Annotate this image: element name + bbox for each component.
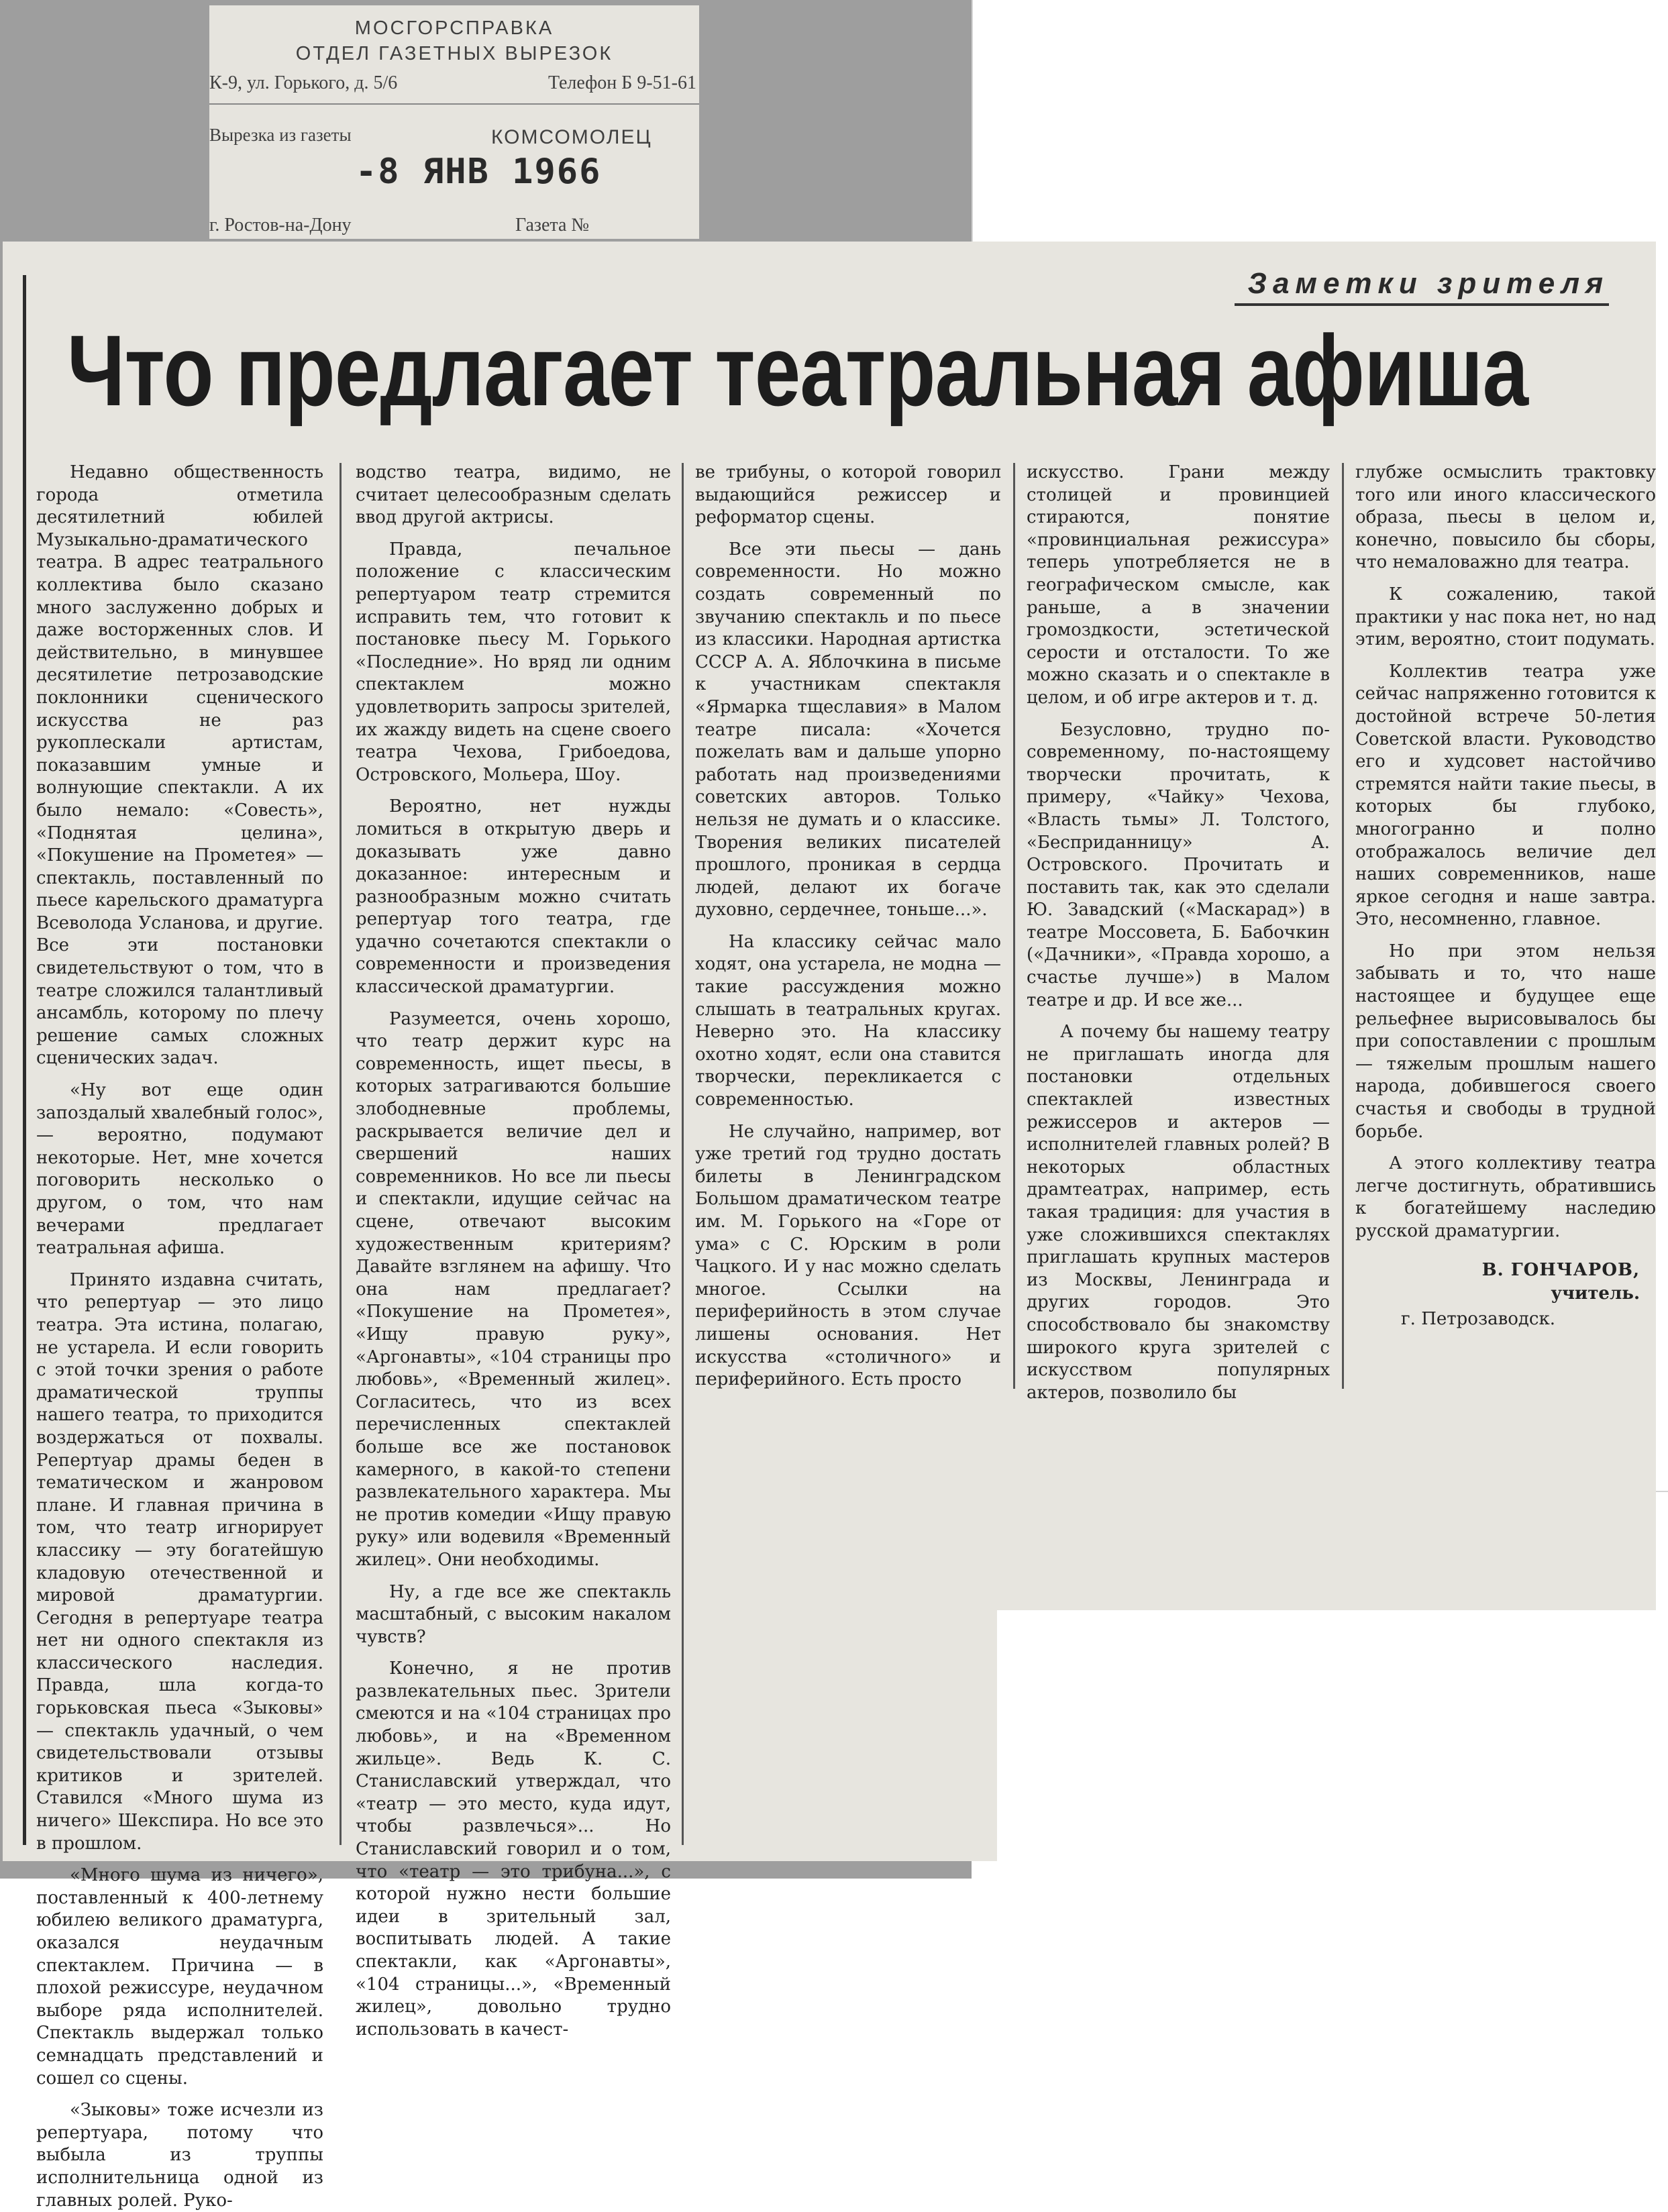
author-signature: В. ГОНЧАРОВ,: [1481, 1259, 1640, 1280]
paragraph: К сожалению, такой практики у нас пока нет, но над этим, вероятно, стоит подумать.: [1355, 584, 1656, 650]
clipping-bureau-stamp: [209, 5, 699, 239]
page-guide-line: [972, 0, 973, 242]
article-column-1: [36, 462, 323, 2211]
paragraph: Коллектив театра уже сейчас напряженно готовится к достойной встрече 50-летия Советской власти. Руководство его и худсовет настойчиво стремятся найти такие пьесы, в которых бы глубоко, многогранно и полно отображалось величие дел наших современников, наше яркое сегодня и наше завтра. Это, несомненно, главное.: [1355, 661, 1656, 930]
article-column-2: [356, 462, 671, 2040]
paragraph: глубже осмыслить трактовку того или иного классического образа, пьесы в целом и, конечно, повысило бы сборы, что немаловажно для театра.: [1355, 462, 1656, 573]
blank-area: [997, 1610, 1668, 1879]
paragraph: Все эти пьесы — дань современности. Но можно создать современный по звучанию спектакль и по пьесе из классики. Народная артистка СССР А. А. Яблочкина в письме к участникам спектакля «Ярмарка тщеславия» в Малом театре писала: «Хочется пожелать вам и дальше упорно работать над произведениями советских авторов. Только нельзя не думать и о классике. Творения великих писателей прошлого, проникая в сердца людей, делают их богаче духовно, сердечнее, тоньше...».: [695, 539, 1001, 920]
paragraph: искусство. Грани между столицей и провинцией стираются, понятие «провинциальная режиссура» теперь употребляется не в географическом смысле, как раньше, а в значении громоздкости, эстетической серости и отсталости. То же можно сказать и о спектакле в целом, и об игре актеров и т. д.: [1027, 462, 1330, 708]
stamp-phone: Телефон Б 9-51-61: [548, 72, 696, 93]
article-column-5: [1355, 462, 1656, 1441]
paragraph: А почему бы нашему театру не приглашать иногда для постановки отдельных спектаклей известных режиссеров и актеров — исполнителей главных ролей? В некоторых областных драмтеатрах, например, есть такая традиция: для участия в уже сложившихся спектаклях приглашать крупных мастеров из Москвы, Ленинграда и других городов. Это способствовало бы знакомству широкого круга зрителей с искусством популярных актеров, позволило бы: [1027, 1022, 1330, 1403]
paragraph: «Зыковы» тоже исчезли из репертуара, потому что выбыла из труппы исполнительница одной из главных ролей. Руко-: [36, 2100, 323, 2211]
article-column-4: [1027, 462, 1330, 1403]
stamp-city: г. Ростов-на-Дону: [209, 215, 352, 235]
paragraph: водство театра, видимо, не считает целесообразным сделать ввод другой актрисы.: [356, 462, 671, 528]
paragraph: «Много шума из ничего», поставленный к 400-летнему юбилею великого драматурга, оказался неудачным спектаклем. Причина — в плохой режиссуре, неудачном выборе ряда исполнителей. Спектакль выдержал только семнадцать представлений и сошел со сцены.: [36, 1865, 323, 2089]
stamp-gazeta-number: Газета №: [515, 215, 590, 235]
paragraph: А этого коллективу театра легче достигнуть, обратившись к богатейшему наследию русской драматургии.: [1355, 1153, 1656, 1241]
stamp-date: -8 ЯНВ 1966: [356, 152, 602, 192]
paragraph: Вероятно, нет нужды ломиться в открытую дверь и доказывать уже давно доказанное: интересным и разнообразным можно считать репертуар того театра, где удачно сочетаются спектакли о современности и произведения классической драматургии.: [356, 796, 671, 998]
column-rule: [1013, 463, 1015, 1389]
stamp-address: К-9, ул. Горького, д. 5/6: [209, 72, 398, 93]
stamp-clip-label: Вырезка из газеты: [209, 125, 352, 145]
paragraph: Правда, печальное положение с классическим репертуаром театр стремится исправить тем, что готовит к постановке пьесу М. Горького «Последние». Но вряд ли одним спектаклем можно удовлетворить запросы зрителей, их жажду видеть на сцене своего театра Чехова, Грибоедова, Островского, Мольера, Шоу.: [356, 539, 671, 785]
paragraph: «Ну вот еще один запоздалый хвалебный голос», — вероятно, подумают некоторые. Нет, мне хочется поговорить несколько о другом, о том, что нам вечерами предлагает театральная афиша.: [36, 1080, 323, 1259]
column-rule: [1342, 463, 1344, 1389]
column-rule: [682, 463, 684, 1845]
left-vertical-rule: [23, 275, 26, 1845]
headline: Что предлагает театральная афиша: [67, 314, 1528, 427]
paragraph: Безусловно, трудно по-современному, по-настоящему творчески прочитать, к примеру, «Чайку» Чехова, «Власть тьмы» Л. Толстого, «Бесприданницу» А. Островского. Прочитать и поставить так, как это сделали Ю. Завадский («Маскарад») в театре Моссовета, Б. Бабочкин («Дачники», «Правда хорошо, а счастье лучше») в Малом театре и др. И все же...: [1027, 719, 1330, 1010]
paragraph: Принято издавна считать, что репертуар — это лицо театра. Эта истина, полагаю, не устарела. И если говорить с этой точки зрения о работе драматической труппы нашего театра, то приходится воздержаться от похвалы. Репертуар драмы беден в тематическом и жанровом плане. И главная причина в том, что театр игнорирует классику — эту богатейшую кладовую отечественной и мировой драматургии. Сегодня в репертуаре театра нет ни одного спектакля из классического наследия. Правда, шла когда-то горьковская пьеса «Зыковы» — спектакль удачный, о чем свидетельствовали отзывы критиков и зрителей. Ставился «Много шума из ничего» Шекспира. Но все это в прошлом.: [36, 1269, 323, 1854]
paragraph: ве трибуны, о которой говорил выдающийся режиссер и реформатор сцены.: [695, 462, 1001, 528]
column-rule: [340, 463, 342, 1845]
paragraph: Недавно общественность города отметила десятилетний юбилей Музыкально-драматического театра. В адрес театрального коллектива было сказано много заслуженно добрых и даже восторженных слов. И действительно, в минувшее десятилетие петрозаводские поклонники сценического искусства не раз рукоплескали артистам, показавшим умные и волнующие спектакли. А их было немало: «Совесть», «Поднятая целина», «Покушение на Прометея» — спектакль, поставленный по пьесе карельского драматурга Всеволода Усланова, и другие. Все эти постановки свидетельствуют о том, что в театре сложился талантливый ансамбль, которому по плечу решение самых сложных сценических задач.: [36, 462, 323, 1069]
paragraph: Ну, а где все же спектакль масштабный, с высоким накалом чувств?: [356, 1581, 671, 1647]
paragraph: Разумеется, очень хорошо, что театр держит курс на современность, ищет пьесы, в которых затрагиваются большие злободневные проблемы, раскрывается величие дел и свершений наших современников. Но все ли пьесы и спектакли, идущие сейчас на сцене, отвечают высоким художественным критериям? Давайте взглянем на афишу. Что она нам предлагает? «Покушение на Прометея», «Ищу правую руку», «Аргонавты», «104 страницы про любовь», «Временный жилец». Согласитесь, что из всех перечисленных спектаклей больше все же постановок камерного, в какой-то степени развлекательного характера. Мы не против комедии «Ищу правую руку» или водевиля «Временный жилец». Они необходимы.: [356, 1008, 671, 1570]
stamp-dept: ОТДЕЛ ГАЗЕТНЫХ ВЫРЕЗОК: [295, 43, 613, 64]
author-place: г. Петрозаводск.: [1401, 1308, 1555, 1329]
paragraph: Но при этом нельзя забывать и то, что наше настоящее и будущее еще рельефнее вырисовывалось бы при сопоставлении с прошлым — тяжелым прошлым нашего народа, добившегося своего счастья и свободы в трудной борьбе.: [1355, 941, 1656, 1142]
paragraph: Конечно, я не против развлекательных пьес. Зрители смеются и на «104 страницах про любовь», и на «Временном жильце». Ведь К. С. Станиславский утверждал, что «театр — это место, куда идут, чтобы развлечься»... Но Станиславский говорил и о том, что «театр — это трибуна...», с которой нужно нести большие идеи в зрительный зал, воспитывать людей. А такие спектакли, как «Аргонавты», «104 страницы...», «Временный жилец», довольно трудно использовать в качест-: [356, 1658, 671, 2040]
stamp-newspaper: КОМСОМОЛЕЦ: [491, 126, 652, 148]
stamp-org: МОСГОРСПРАВКА: [354, 17, 554, 39]
paragraph: На классику сейчас мало ходят, она устарела, не модна — такие рассуждения можно слышать в театральных кругах. Неверно это. На классику охотно ходят, если она ставится творчески, перекликается с современностью.: [695, 931, 1001, 1110]
stamp-divider: [209, 103, 699, 105]
rubric: Заметки зрителя: [1235, 267, 1609, 306]
author-role: учитель.: [1551, 1283, 1640, 1304]
paragraph: Не случайно, например, вот уже третий год трудно достать билеты в Ленинградском Большом драматическом театре им. М. Горького на «Горе от ума» с С. Юрским в роли Чацкого. И у нас можно сделать многое. Ссылки на периферийность в этом случае лишены основания. Нет искусства «столичного» и периферийного. Есть просто: [695, 1121, 1001, 1390]
article-column-3: [695, 462, 1001, 1390]
